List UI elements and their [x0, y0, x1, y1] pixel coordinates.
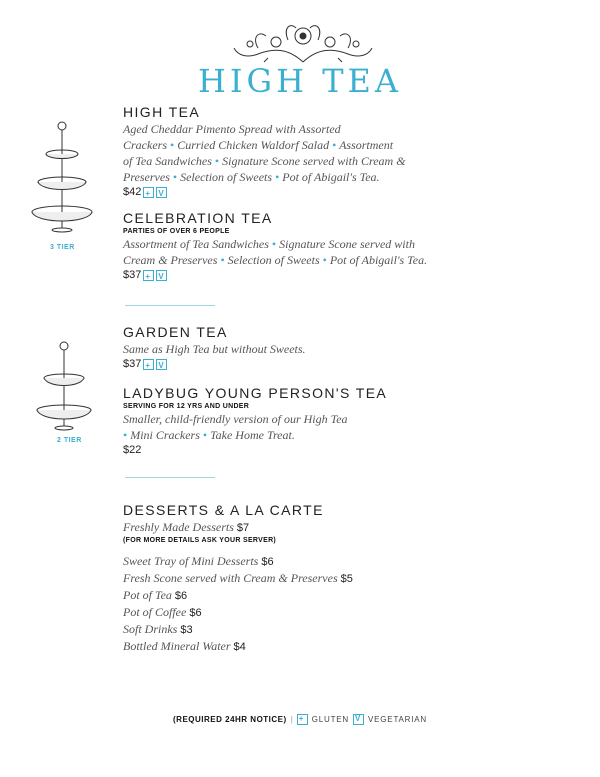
list-item: Pot of Coffee $6 [123, 605, 202, 619]
item-price: $37 + V [123, 268, 443, 282]
list-item: Soft Drinks $3 [123, 622, 193, 636]
divider [125, 305, 215, 306]
item-note: SERVING FOR 12 YRS AND UNDER [123, 403, 250, 410]
required-notice: (REQUIRED 24HR NOTICE) [173, 715, 287, 724]
item-price: $37 + V [123, 357, 443, 371]
gluten-free-icon: + [297, 714, 308, 725]
menu-item-garden-tea [123, 324, 443, 371]
stand-label-2-tier: 2 TIER [57, 437, 82, 444]
item-description: Aged Cheddar Pimento Spread with Assorted Crackers • Curried Chicken Waldorf Salad • Assortment of Tea Sandwiches • Signature Scone served with Cream & Preserves • Selection of Sweets • Pot of Abigail's Tea. [123, 122, 406, 184]
divider [125, 477, 215, 478]
list-item: Freshly Made Desserts $7 [123, 520, 250, 534]
item-note: PARTIES OF OVER 6 PEOPLE [123, 228, 230, 235]
item-description: Same as High Tea but without Sweets. [123, 342, 306, 356]
footer-legend [0, 714, 600, 725]
list-item: Fresh Scone served with Cream & Preserves $5 [123, 571, 353, 585]
vegetarian-icon: V [156, 187, 167, 198]
menu-section-desserts [123, 502, 443, 655]
item-name: HIGH TEA [123, 104, 201, 120]
list-item: Bottled Mineral Water $4 [123, 639, 246, 653]
item-description: Smaller, child-friendly version of our High Tea • Mini Crackers • Take Home Treat. [123, 412, 348, 442]
item-name: GARDEN TEA [123, 324, 228, 340]
menu-item-high-tea [123, 104, 443, 199]
page-title: HIGH TEA [198, 62, 402, 100]
item-note: (FOR MORE DETAILS ASK YOUR SERVER) [123, 537, 277, 544]
menu-item-celebration-tea [123, 210, 443, 282]
floral-ornament-icon [228, 18, 378, 66]
list-item: Pot of Tea $6 [123, 588, 188, 602]
legend-vegetarian: VEGETARIAN [368, 715, 427, 724]
stand-label-3-tier: 3 TIER [50, 244, 75, 251]
list-item: Sweet Tray of Mini Desserts $6 [123, 554, 274, 568]
separator: | [290, 715, 293, 724]
item-name: DESSERTS & A LA CARTE [123, 502, 324, 518]
menu-item-ladybug-tea [123, 385, 443, 457]
vegetarian-icon: V [156, 359, 167, 370]
tiered-cake-stand-icon [34, 338, 94, 433]
gluten-free-icon: + [143, 359, 154, 370]
tiered-cake-stand-icon [28, 118, 96, 238]
item-price: $22 [123, 444, 142, 456]
item-price: $42 + V [123, 185, 443, 199]
item-description: Assortment of Tea Sandwiches • Signature Scone served with Cream & Preserves • Selection of Sweets • Pot of Abigail's Tea. [123, 237, 428, 267]
item-name: LADYBUG YOUNG PERSON'S TEA [123, 385, 388, 401]
vegetarian-icon: V [353, 714, 364, 725]
item-name: CELEBRATION TEA [123, 210, 273, 226]
vegetarian-icon: V [156, 270, 167, 281]
legend-gluten: GLUTEN [311, 715, 350, 724]
gluten-free-icon: + [143, 270, 154, 281]
gluten-free-icon: + [143, 187, 154, 198]
